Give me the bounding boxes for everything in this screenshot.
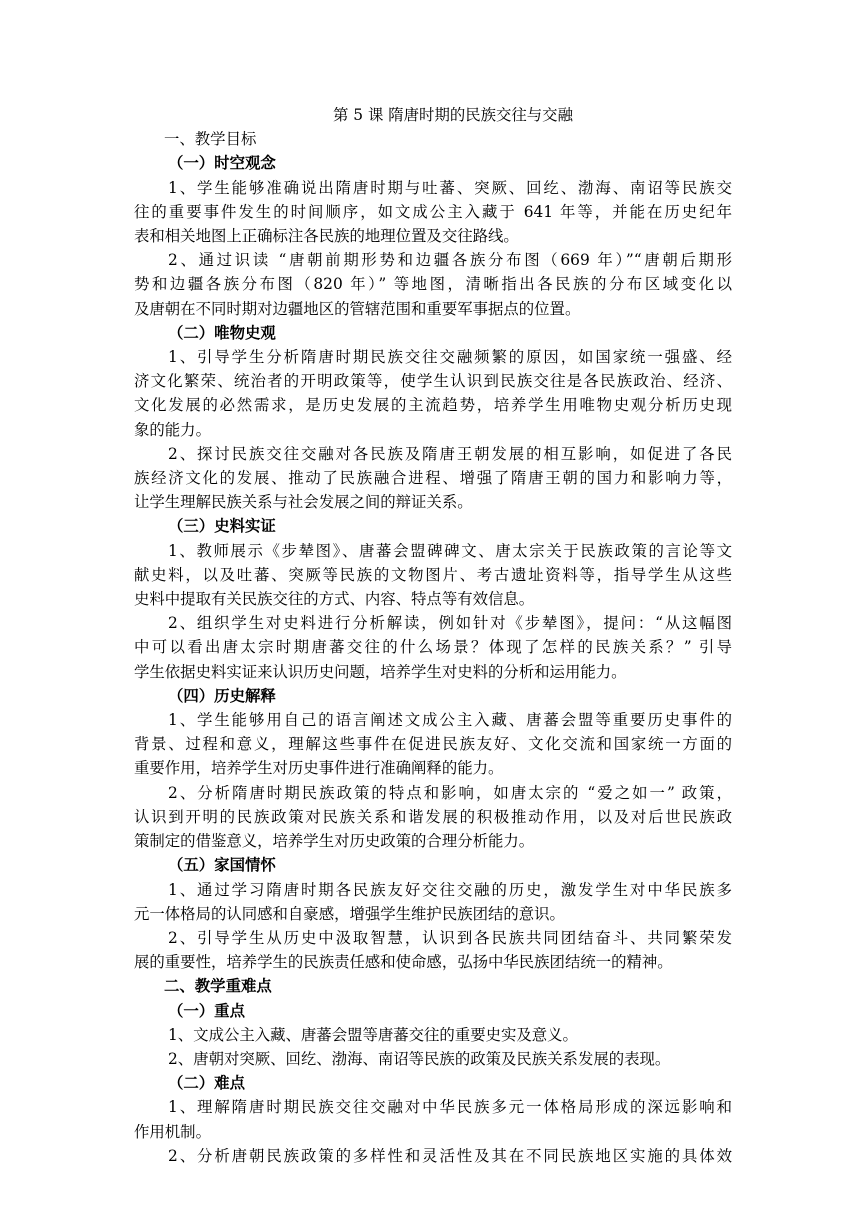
paragraph-line: 献史料，以及吐蕃、突厥等民族的文物图片、考古遗址资料等，指导学生从这些 xyxy=(134,565,732,584)
paragraph-line: 1、学生能够准确说出隋唐时期与吐蕃、突厥、回纥、渤海、南诏等民族交 xyxy=(168,178,732,197)
paragraph-line: 1、学生能够用自己的语言阐述文成公主入藏、唐蕃会盟等重要历史事件的 xyxy=(168,711,732,730)
subsection-heading: （五）家国情怀 xyxy=(168,856,276,875)
paragraph-line: 济文化繁荣、统治者的开明政策等，使学生认识到民族交往是各民族政治、经济、 xyxy=(134,372,732,391)
subsection-heading: （二）唯物史观 xyxy=(168,323,276,342)
paragraph-line: 1、文成公主入藏、唐蕃会盟等唐蕃交往的重要史实及意义。 xyxy=(168,1025,578,1044)
subsection-heading: （四）历史解释 xyxy=(168,686,276,705)
lesson-title: 第 5 课 隋唐时期的民族交往与交融 xyxy=(333,106,573,124)
subsection-heading: （一）重点 xyxy=(168,1001,245,1020)
paragraph-line: 族经济文化的发展、推动了民族融合进程、增强了隋唐王朝的国力和影响力等， xyxy=(134,469,732,488)
paragraph-line: 势和边疆各族分布图（820 年）” 等地图，清晰指出各民族的分布区域变化以 xyxy=(134,275,732,294)
subsection-heading: （一）时空观念 xyxy=(168,154,276,173)
paragraph-line: 象的能力。 xyxy=(134,420,211,439)
paragraph-line: 作用机制。 xyxy=(134,1122,211,1141)
document-body xyxy=(134,127,732,1168)
paragraph-line: 2、探讨民族交往交融对各民族及隋唐王朝发展的相互影响，如促进了各民 xyxy=(168,444,732,463)
paragraph-line: 2、分析隋唐时期民族政策的特点和影响，如唐太宗的 “爱之如一” 政策， xyxy=(168,783,732,802)
paragraph-line: 元一体格局的认同感和自豪感，增强学生维护民族团结的意识。 xyxy=(134,904,565,923)
paragraph-line: 2、引导学生从历史中汲取智慧，认识到各民族共同团结奋斗、共同繁荣发 xyxy=(168,928,732,947)
paragraph-line: 2、唐朝对突厥、回纥、渤海、南诏等民族的政策及民族关系发展的表现。 xyxy=(168,1049,671,1068)
paragraph-line: 及唐朝在不同时期对边疆地区的管辖范围和重要军事据点的位置。 xyxy=(134,299,581,318)
paragraph-line: 文化发展的必然需求，是历史发展的主流趋势，培养学生用唯物史观分析历史现 xyxy=(134,396,732,415)
paragraph-line: 2、通过识读 “唐朝前期形势和边疆各族分布图（669 年）”“唐朝后期形 xyxy=(168,251,732,270)
paragraph-line: 往的重要事件发生的时间顺序，如文成公主入藏于 641 年等，并能在历史纪年 xyxy=(134,202,732,221)
section-heading: 一、教学目标 xyxy=(164,130,257,149)
paragraph-line: 1、引导学生分析隋唐时期民族交往交融频繁的原因，如国家统一强盛、经 xyxy=(168,348,732,367)
paragraph-line: 表和相关地图上正确标注各民族的地理位置及交往路线。 xyxy=(134,227,519,246)
paragraph-line: 2、分析唐朝民族政策的多样性和灵活性及其在不同民族地区实施的具体效 xyxy=(168,1146,732,1165)
subsection-heading: （二）难点 xyxy=(168,1074,245,1093)
paragraph-line: 1、理解隋唐时期民族交往交融对中华民族多元一体格局形成的深远影响和 xyxy=(168,1098,732,1117)
paragraph-line: 2、组织学生对史料进行分析解读，例如针对《步辇图》，提问：“从这幅图 xyxy=(168,614,732,633)
paragraph-line: 学生依据史料实证来认识历史问题，培养学生对史料的分析和运用能力。 xyxy=(134,662,627,681)
paragraph-line: 1、教师展示《步辇图》、唐蕃会盟碑碑文、唐太宗关于民族政策的言论等文 xyxy=(168,541,732,560)
paragraph-line: 史料中提取有关民族交往的方式、内容、特点等有效信息。 xyxy=(134,590,535,609)
subsection-heading: （三）史料实证 xyxy=(168,517,276,536)
paragraph-line: 中可以看出唐太宗时期唐蕃交往的什么场景？体现了怎样的民族关系？” 引导 xyxy=(134,638,732,657)
paragraph-line: 策制定的借鉴意义，培养学生对历史政策的合理分析能力。 xyxy=(134,832,535,851)
section-heading: 二、教学重难点 xyxy=(164,977,272,996)
paragraph-line: 让学生理解民族关系与社会发展之间的辩证关系。 xyxy=(134,493,473,512)
paragraph-line: 重要作用，培养学生对历史事件进行准确阐释的能力。 xyxy=(134,759,504,778)
paragraph-line: 背景、过程和意义，理解这些事件在促进民族友好、文化交流和国家统一方面的 xyxy=(134,735,732,754)
paragraph-line: 展的重要性，培养学生的民族责任感和使命感，弘扬中华民族团结统一的精神。 xyxy=(134,953,673,972)
paragraph-line: 1、通过学习隋唐时期各民族友好交往交融的历史，激发学生对中华民族多 xyxy=(168,880,732,899)
paragraph-line: 认识到开明的民族政策对民族关系和谐发展的积极推动作用，以及对后世民族政 xyxy=(134,807,732,826)
